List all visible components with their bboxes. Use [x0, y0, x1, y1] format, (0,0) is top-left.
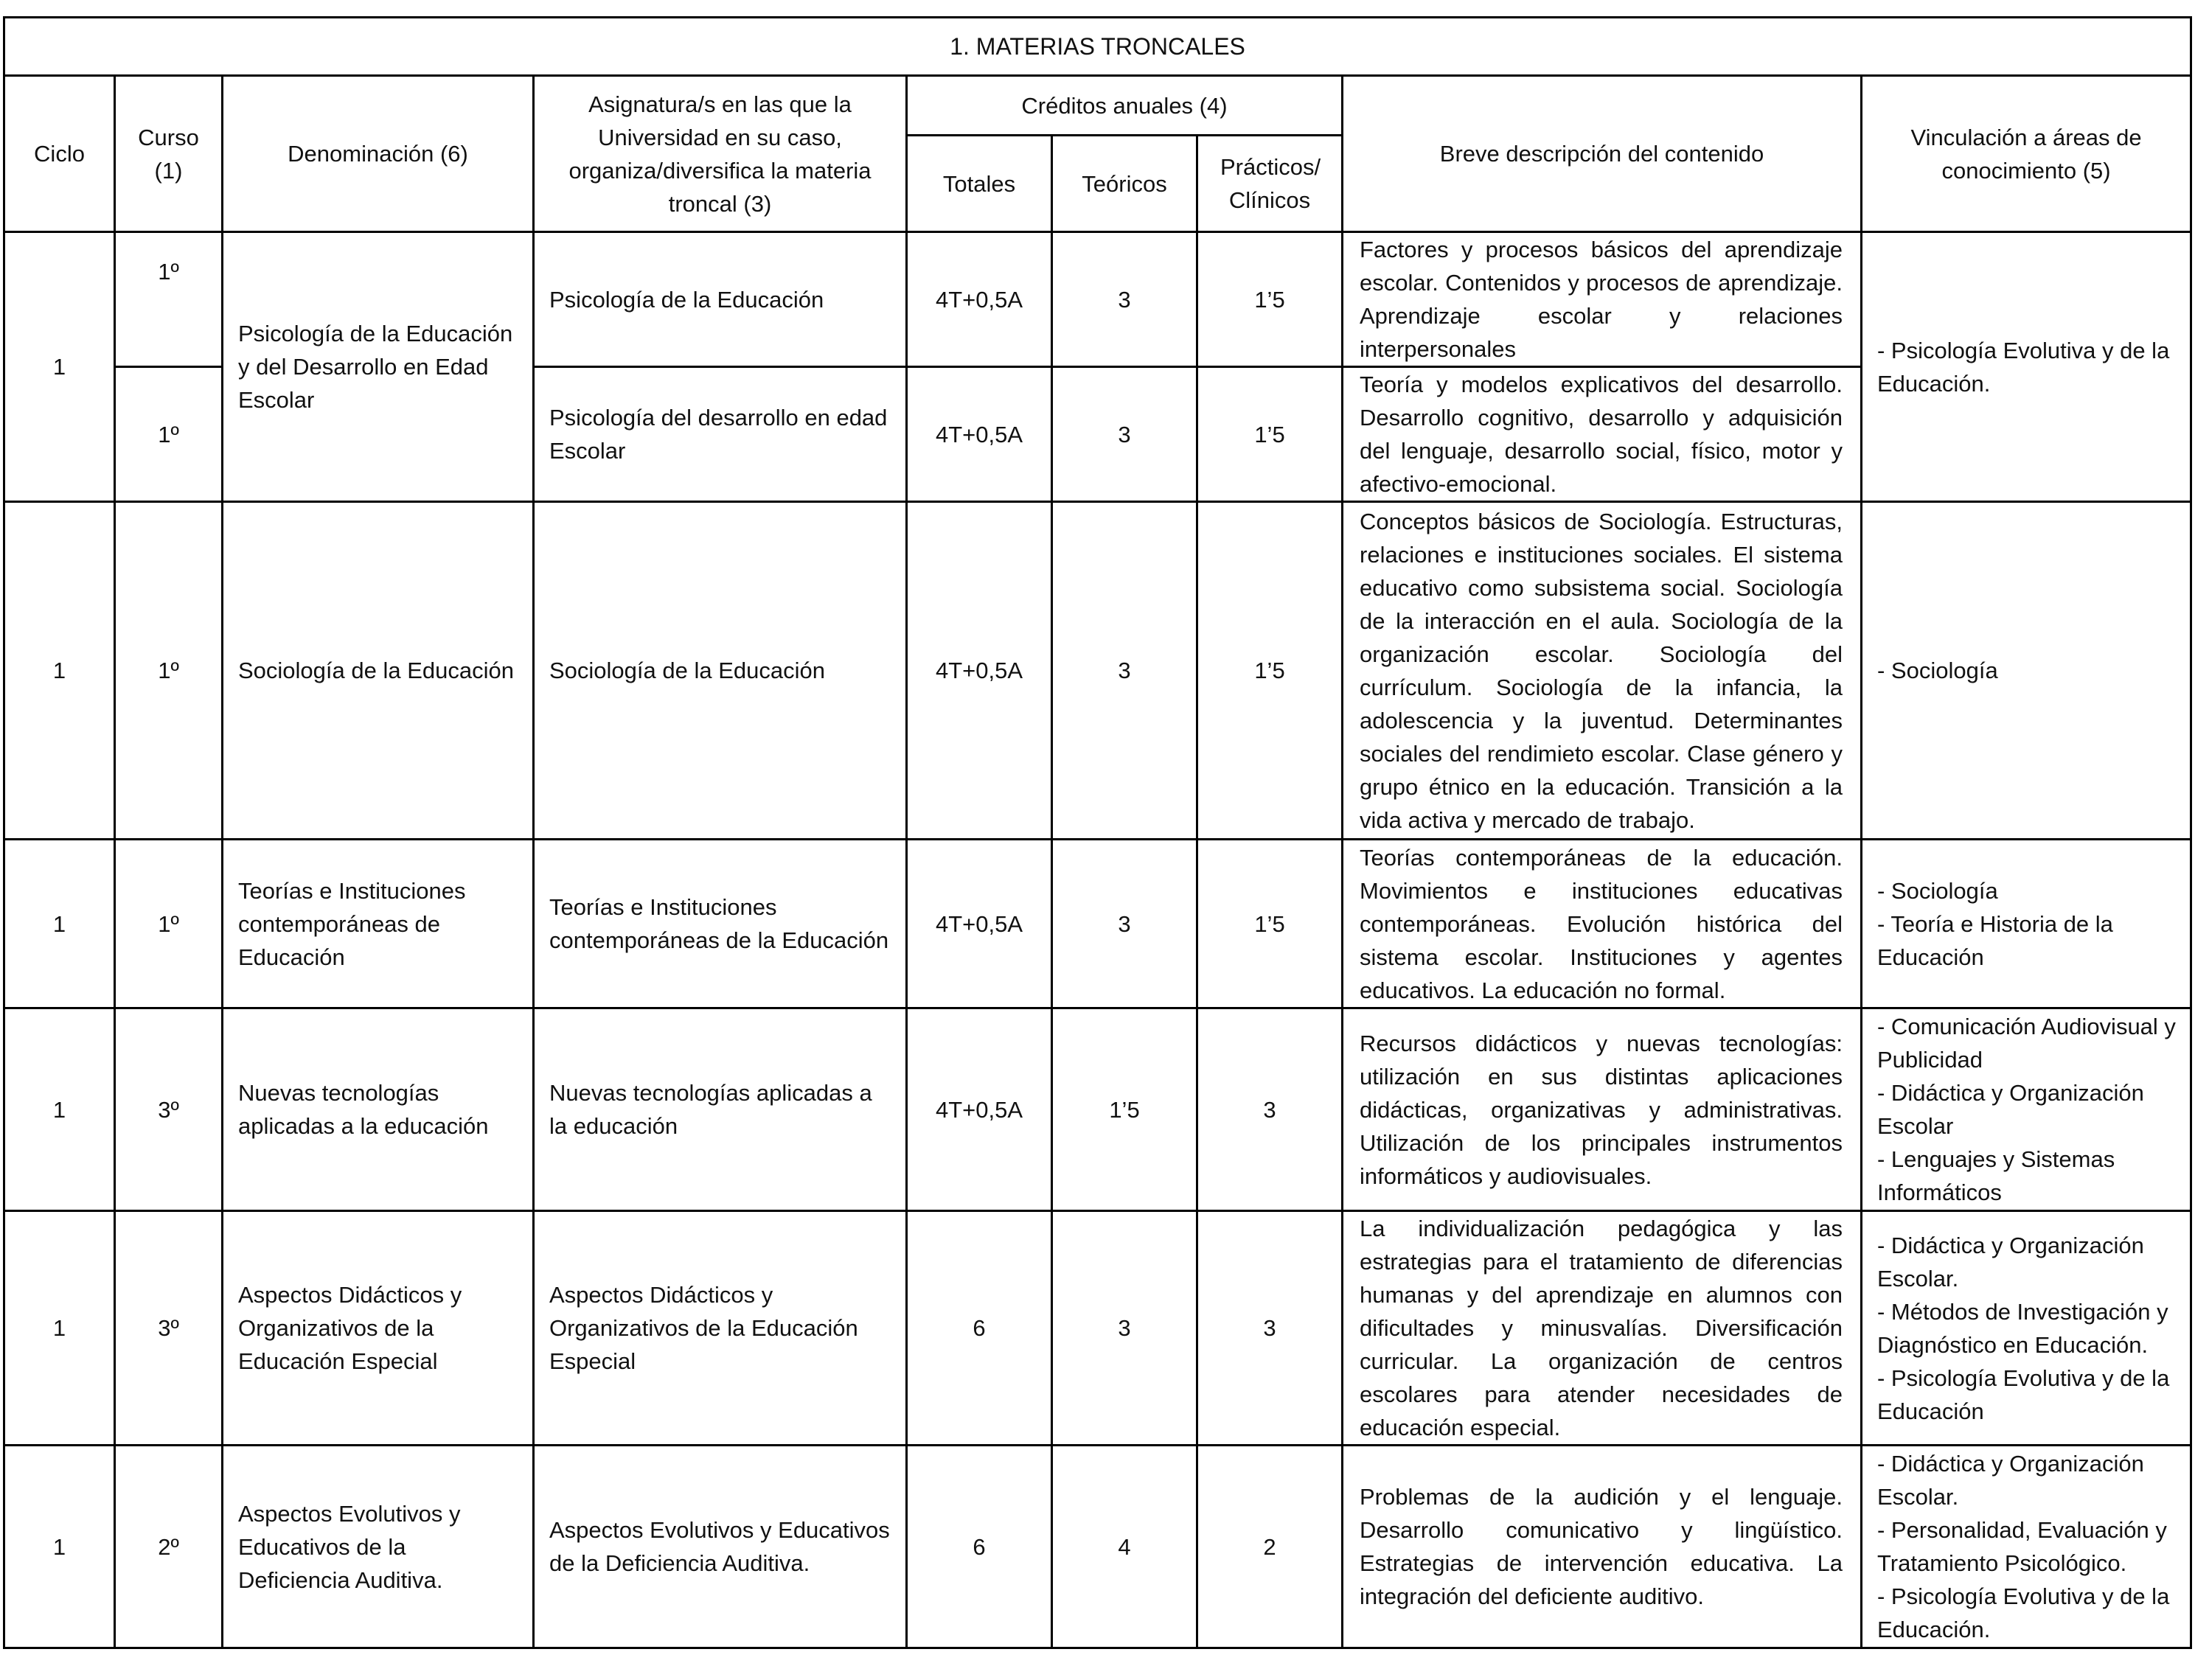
header-practicos: Prácticos/ Clínicos [1197, 136, 1343, 232]
cell-totales: 4T+0,5A [907, 502, 1052, 840]
cell-practicos: 3 [1197, 1008, 1343, 1211]
cell-totales: 4T+0,5A [907, 367, 1052, 502]
cell-curso: 2º [115, 1446, 223, 1648]
materias-troncales-table [3, 16, 2192, 1649]
cell-totales: 6 [907, 1211, 1052, 1446]
cell-teoricos: 1’5 [1052, 1008, 1197, 1211]
cell-denominacion: Aspectos Didácticos y Organizativos de la Educación Especial [223, 1211, 534, 1446]
cell-denominacion: Teorías e Instituciones contemporáneas de Educación [223, 840, 534, 1008]
area-item: - Psicología Evolutiva y de la Educación. [1877, 337, 2170, 397]
table-row [4, 1008, 2191, 1211]
header-vinculacion: Vinculación a áreas de conocimiento (5) [1862, 76, 2191, 232]
cell-descripcion [1343, 502, 1862, 840]
cell-asignatura: Aspectos Evolutivos y Educativos de la Deficiencia Auditiva. [534, 1446, 907, 1648]
cell-teoricos: 3 [1052, 840, 1197, 1008]
area-item: - Lenguajes y Sistemas Informáticos [1877, 1146, 2115, 1205]
table-row [4, 1211, 2191, 1446]
cell-vinculacion [1862, 1008, 2191, 1211]
descripcion-text: Recursos didácticos y nuevas tecnologías: utilización en sus distintas aplicaciones didácticas, organizativas y administrativas. Utilización de los principales instrumentos informáticos y audiovisuales. [1360, 1030, 1843, 1189]
area-item: - Didáctica y Organización Escolar. [1877, 1451, 2144, 1510]
descripcion-text: Problemas de la audición y el lenguaje. Desarrollo comunicativo y lingüístico. Estrategias de intervención educativa. La integración del deficiente auditivo. [1360, 1484, 1843, 1609]
area-item: - Métodos de Investigación y Diagnóstico en Educación. [1877, 1298, 2168, 1358]
descripcion-text: Teoría y modelos explicativos del desarrollo. Desarrollo cognitivo, desarrollo y adquisición del lenguaje, desarrollo social, físico, motor y afectivo-emocional. [1360, 372, 1843, 497]
area-item: - Psicología Evolutiva y de la Educación. [1877, 1583, 2170, 1642]
cell-vinculacion [1862, 1446, 2191, 1648]
cell-curso: 1º [115, 840, 223, 1008]
header-ciclo: Ciclo [4, 76, 115, 232]
cell-asignatura: Sociología de la Educación [534, 502, 907, 840]
table-row [4, 232, 2191, 367]
cell-descripcion [1343, 840, 1862, 1008]
cell-asignatura: Teorías e Instituciones contemporáneas de la Educación [534, 840, 907, 1008]
cell-ciclo: 1 [4, 1211, 115, 1446]
area-item: - Comunicación Audiovisual y Publicidad [1877, 1014, 2176, 1073]
cell-practicos: 1’5 [1197, 232, 1343, 367]
area-item: - Sociología [1877, 877, 1998, 904]
cell-teoricos: 3 [1052, 367, 1197, 502]
cell-vinculacion [1862, 232, 2191, 502]
cell-denominacion: Aspectos Evolutivos y Educativos de la Deficiencia Auditiva. [223, 1446, 534, 1648]
descripcion-text: Teorías contemporáneas de la educación. Movimientos e instituciones educativas contemporáneas. Evolución histórica del sistema escolar. Instituciones y agentes educativos. La educación no formal. [1360, 844, 1843, 1003]
cell-curso: 1º [115, 367, 223, 502]
cell-ciclo: 1 [4, 232, 115, 502]
cell-totales: 6 [907, 1446, 1052, 1648]
cell-asignatura: Nuevas tecnologías aplicadas a la educación [534, 1008, 907, 1211]
cell-teoricos: 3 [1052, 232, 1197, 367]
cell-ciclo: 1 [4, 502, 115, 840]
area-item: - Teoría e Historia de la Educación [1877, 910, 2113, 970]
cell-vinculacion [1862, 502, 2191, 840]
table-title: 1. MATERIAS TRONCALES [4, 18, 2191, 76]
cell-asignatura: Psicología de la Educación [534, 232, 907, 367]
cell-ciclo: 1 [4, 1446, 115, 1648]
cell-teoricos: 3 [1052, 1211, 1197, 1446]
cell-practicos: 1’5 [1197, 502, 1343, 840]
cell-vinculacion [1862, 840, 2191, 1008]
cell-practicos: 3 [1197, 1211, 1343, 1446]
cell-curso: 3º [115, 1211, 223, 1446]
cell-practicos: 2 [1197, 1446, 1343, 1648]
cell-descripcion [1343, 1008, 1862, 1211]
descripcion-text: La individualización pedagógica y las estrategias para el tratamiento de diferencias humanas y del aprendizaje en alumnos con dificultades y minusvalías. Diversificación curricular. La organización de centros escolares para atender necesidades de educación especial. [1360, 1216, 1843, 1440]
cell-descripcion [1343, 367, 1862, 502]
cell-ciclo: 1 [4, 840, 115, 1008]
cell-totales: 4T+0,5A [907, 232, 1052, 367]
table-row [4, 502, 2191, 840]
cell-denominacion: Nuevas tecnologías aplicadas a la educación [223, 1008, 534, 1211]
area-item: - Didáctica y Organización Escolar. [1877, 1232, 2144, 1292]
cell-asignatura: Psicología del desarrollo en edad Escolar [534, 367, 907, 502]
area-item: - Sociología [1877, 658, 1998, 683]
cell-denominacion: Sociología de la Educación [223, 502, 534, 840]
header-descripcion: Breve descripción del contenido [1343, 76, 1862, 232]
cell-descripcion [1343, 232, 1862, 367]
cell-vinculacion [1862, 1211, 2191, 1446]
cell-curso: 1º [115, 502, 223, 840]
header-denominacion: Denominación (6) [223, 76, 534, 232]
header-totales: Totales [907, 136, 1052, 232]
cell-totales: 4T+0,5A [907, 840, 1052, 1008]
cell-descripcion [1343, 1446, 1862, 1648]
header-asignatura: Asignatura/s en las que la Universidad en su caso, organiza/diversifica la materia troncal (3) [534, 76, 907, 232]
header-curso: Curso (1) [115, 76, 223, 232]
header-creditos: Créditos anuales (4) [907, 76, 1343, 136]
area-item: - Psicología Evolutiva y de la Educación [1877, 1364, 2170, 1424]
cell-asignatura: Aspectos Didácticos y Organizativos de la Educación Especial [534, 1211, 907, 1446]
cell-curso: 3º [115, 1008, 223, 1211]
header-teoricos: Teóricos [1052, 136, 1197, 232]
cell-ciclo: 1 [4, 1008, 115, 1211]
table-row [4, 1446, 2191, 1648]
cell-curso: 1º [115, 232, 223, 367]
cell-descripcion [1343, 1211, 1862, 1446]
area-item: - Didáctica y Organización Escolar [1877, 1080, 2144, 1139]
descripcion-text: Factores y procesos básicos del aprendizaje escolar. Contenidos y procesos de aprendizaje. Aprendizaje escolar y relaciones interpersonales [1360, 237, 1843, 362]
cell-practicos: 1’5 [1197, 840, 1343, 1008]
cell-teoricos: 3 [1052, 502, 1197, 840]
cell-teoricos: 4 [1052, 1446, 1197, 1648]
cell-practicos: 1’5 [1197, 367, 1343, 502]
cell-totales: 4T+0,5A [907, 1008, 1052, 1211]
cell-denominacion: Psicología de la Educación y del Desarrollo en Edad Escolar [223, 232, 534, 502]
table-row [4, 840, 2191, 1008]
descripcion-text: Conceptos básicos de Sociología. Estructuras, relaciones e instituciones sociales. El sistema educativo como subsistema social. Sociología de la interacción en el aula. Sociología de la organización escolar. Sociología del currículum. Sociología de la infancia, la adolescencia y la juventud. Determinantes sociales del rendimieto escolar. Clase género y grupo étnico en la educación. Transición a la vida activa y mercado de trabajo. [1360, 508, 1843, 833]
area-item: - Personalidad, Evaluación y Tratamiento Psicológico. [1877, 1517, 2167, 1576]
